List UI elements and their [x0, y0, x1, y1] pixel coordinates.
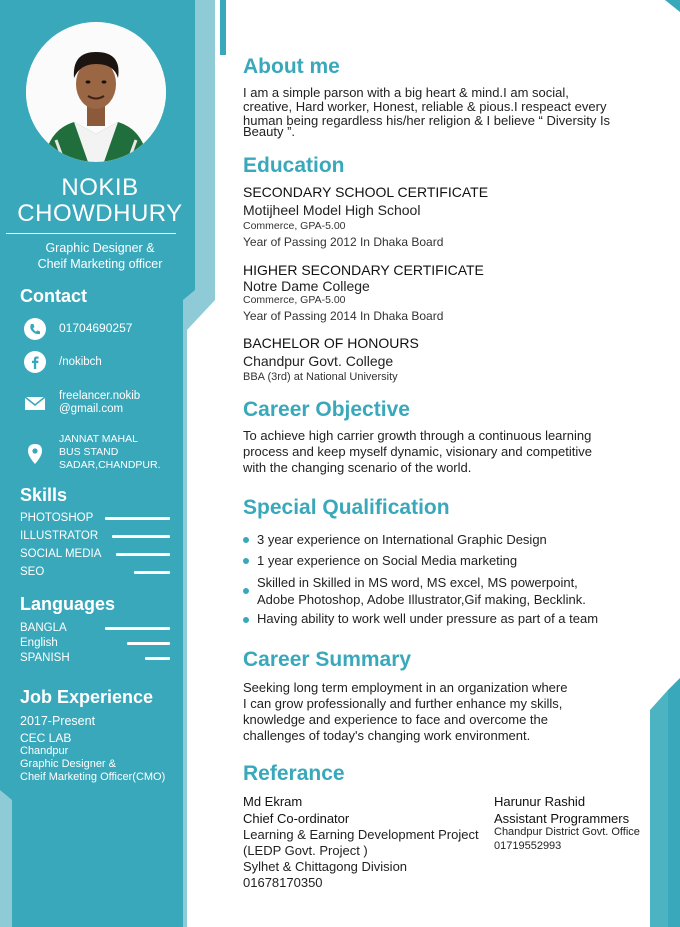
skill-label: PHOTOSHOP: [20, 512, 94, 524]
about-heading: About me: [243, 55, 340, 78]
language-level-bar: [145, 657, 170, 660]
email-icon: [24, 392, 46, 414]
ref1-title: Chief Co-ordinator: [243, 811, 350, 826]
skill-level-bar: [105, 517, 170, 520]
first-name: NOKIB: [61, 174, 139, 201]
ssc-year: Year of Passing 2012 In Dhaka Board: [243, 235, 444, 249]
sidebar: [0, 0, 200, 927]
skill-level-bar: [112, 535, 170, 538]
summary-line2: I can grow professionally and further enhance my skills,: [243, 696, 563, 711]
qualification-item3-line1: Skilled in Skilled in MS word, MS excel, MS powerpoint,: [257, 575, 578, 590]
about-line2: creative, Hard worker, Honest, reliable & pious.I respeact every: [243, 99, 607, 114]
contact-heading: Contact: [20, 286, 87, 306]
skill-level-bar: [116, 553, 170, 556]
summary-heading: Career Summary: [243, 648, 412, 671]
job-title-line1: Graphic Designer &: [20, 758, 116, 770]
skill-label: ILLUSTRATOR: [20, 530, 99, 542]
summary-line4: challenges of today's changing work environment.: [243, 728, 531, 743]
contact-email-line1[interactable]: freelancer.nokib: [59, 390, 141, 402]
honours-title: BACHELOR OF HONOURS: [243, 335, 419, 351]
languages-heading: Languages: [20, 594, 116, 614]
skill-level-bar: [134, 571, 170, 574]
ref2-name: Harunur Rashid: [494, 794, 586, 809]
contact-phone[interactable]: 01704690257: [59, 321, 133, 335]
contact-facebook[interactable]: /nokibch: [59, 356, 102, 368]
job-company: CEC LAB: [20, 731, 72, 745]
skill-label: SEO: [20, 566, 45, 578]
hsc-school: Notre Dame College: [243, 278, 370, 294]
honours-school: Chandpur Govt. College: [243, 353, 394, 369]
contact-email-line2[interactable]: @gmail.com: [59, 403, 124, 415]
skill-label: SOCIAL MEDIA: [20, 548, 102, 560]
reference-heading: Referance: [243, 762, 345, 785]
bullet-icon: [243, 617, 249, 623]
about-line1: I am a simple parson with a big heart & mind.I am social,: [243, 85, 569, 100]
ref1-org-line2: (LEDP Govt. Project ): [243, 843, 368, 858]
qualification-item1: 3 year experience on International Graphic Design: [257, 532, 547, 547]
objective-line2: process and keep myself dynamic, visionary and competitive: [243, 444, 592, 459]
bullet-icon: [243, 558, 249, 564]
bullet-icon: [243, 588, 249, 594]
hsc-year: Year of Passing 2014 In Dhaka Board: [243, 309, 444, 323]
ref2-phone: 01719552993: [494, 840, 562, 852]
role-line2: Cheif Marketing officer: [37, 257, 163, 271]
ref1-phone: 01678170350: [243, 875, 323, 890]
avatar-icon: [26, 22, 166, 162]
language-label: BANGLA: [20, 622, 67, 634]
about-line3: human being regardless his/her religion & I believe “ Diversity Is: [243, 113, 611, 128]
honours-detail: BBA (3rd) at National University: [243, 371, 398, 383]
hsc-detail: Commerce, GPA-5.00: [243, 294, 346, 306]
qualification-item4: Having ability to work well under pressure as part of a team: [257, 611, 599, 626]
name-divider: [6, 233, 176, 234]
facebook-icon: [24, 351, 46, 373]
objective-line3: with the changing scenario of the world.: [243, 460, 472, 475]
ref2-org: Chandpur District Govt. Office: [494, 826, 640, 838]
language-label: SPANISH: [20, 652, 70, 664]
education-heading: Education: [243, 154, 345, 177]
qualification-item3-line2: Adobe Photoshop, Adobe Illustrator,Gif making, Becklink.: [257, 592, 586, 607]
qualification-heading: Special Qualification: [243, 496, 450, 519]
ref1-name: Md Ekram: [243, 794, 303, 809]
objective-line1: To achieve high carrier growth through a continuous learning: [243, 428, 592, 443]
ssc-title: SECONDARY SCHOOL CERTIFICATE: [243, 184, 489, 200]
profile-photo: [26, 22, 166, 162]
phone-icon: [24, 318, 46, 340]
skills-heading: Skills: [20, 485, 68, 505]
ref1-org-line1: Learning & Earning Development Project: [243, 827, 479, 842]
hsc-title: HIGHER SECONDARY CERTIFICATE: [243, 262, 484, 278]
job-heading: Job Experience: [20, 687, 154, 707]
last-name: CHOWDHURY: [17, 200, 183, 227]
language-label: English: [20, 637, 58, 649]
contact-address-line3: SADAR,CHANDPUR.: [59, 459, 161, 471]
job-location: Chandpur: [20, 745, 69, 757]
summary-line1: Seeking long term employment in an organization where: [243, 680, 568, 695]
about-line4: Beauty ”.: [243, 124, 296, 139]
contact-address-line1: JANNAT MAHAL: [59, 433, 138, 445]
location-pin-icon: [24, 443, 46, 465]
ref1-org-line3: Sylhet & Chittagong Division: [243, 859, 408, 874]
ssc-detail: Commerce, GPA-5.00: [243, 220, 346, 232]
contact-address-line2: BUS STAND: [59, 446, 119, 458]
ref2-title: Assistant Programmers: [494, 811, 630, 826]
language-level-bar: [127, 642, 170, 645]
role-line1: Graphic Designer &: [45, 241, 155, 255]
objective-heading: Career Objective: [243, 398, 410, 421]
job-period: 2017-Present: [20, 714, 96, 728]
qualification-item2: 1 year experience on Social Media marketing: [257, 553, 518, 568]
bullet-icon: [243, 537, 249, 543]
summary-line3: knowledge and experience to face and overcome the: [243, 712, 548, 727]
ssc-school: Motijheel Model High School: [243, 202, 421, 218]
language-level-bar: [105, 627, 170, 630]
job-title-line2: Cheif Marketing Officer(CMO): [20, 771, 166, 783]
